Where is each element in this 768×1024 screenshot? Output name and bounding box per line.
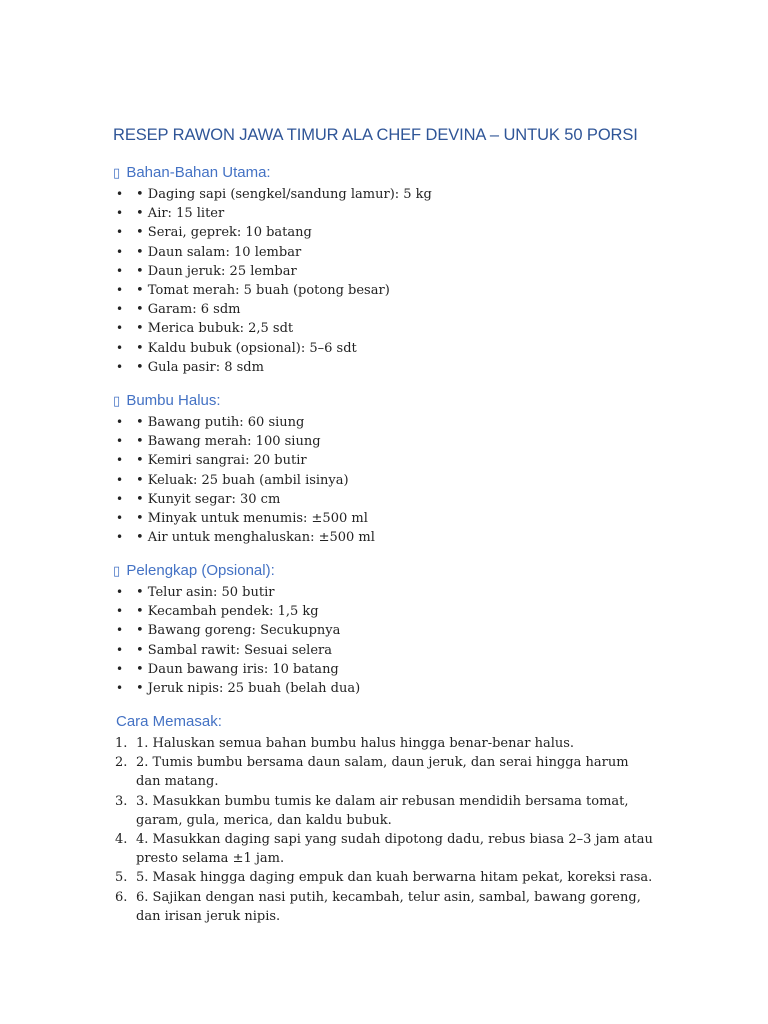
list-item-text: • Tomat merah: 5 buah (potong besar) xyxy=(136,282,390,298)
bullet-icon: • xyxy=(116,642,124,657)
step-text: 3. Masukkan bumbu tumis ke dalam air rebusan mendidih bersama tomat, garam, gula, merica, dan kaldu bubuk. xyxy=(136,793,629,828)
list-item xyxy=(113,358,271,377)
bullet-icon: • xyxy=(116,661,124,676)
list-item xyxy=(113,185,432,204)
bullet-icon: • xyxy=(116,302,124,317)
step-number: 2. xyxy=(115,755,128,771)
cooking-steps-list xyxy=(113,734,656,926)
list-item xyxy=(113,471,349,490)
bullet-icon: • xyxy=(116,206,124,221)
step-item xyxy=(113,734,656,753)
list-item-text: • Keluak: 25 buah (ambil isinya) xyxy=(136,472,349,488)
bullet-icon: • xyxy=(116,244,124,259)
page-title: RESEP RAWON JAWA TIMUR ALA CHEF DEVINA – UNTUK 50 PORSI xyxy=(113,126,638,144)
bullet-icon: • xyxy=(116,340,124,355)
bullet-icon: • xyxy=(116,187,124,201)
step-item xyxy=(113,868,656,887)
section-pelengkap xyxy=(113,560,361,698)
bullet-icon: • xyxy=(116,415,124,429)
bullet-icon: • xyxy=(116,359,124,374)
ingredient-list-pelengkap xyxy=(113,583,361,698)
list-item xyxy=(113,451,307,470)
list-item-text: • Bawang goreng: Secukupnya xyxy=(136,623,341,639)
section-bumbu-halus xyxy=(113,390,375,547)
list-item-text: • Sambal rawit: Sesuai selera xyxy=(136,642,332,658)
list-item-text: • Daun salam: 10 lembar xyxy=(136,244,302,260)
list-item xyxy=(113,641,332,660)
list-item-text: • Daging sapi (sengkel/sandung lamur): 5 kg xyxy=(136,187,432,202)
list-item xyxy=(113,339,357,358)
list-item-text: • Kecambah pendek: 1,5 kg xyxy=(136,604,319,620)
step-text: 4. Masukkan daging sapi yang sudah dipotong dadu, rebus biasa 2–3 jam atau presto selama ±1 jam. xyxy=(136,832,653,867)
step-text: 6. Sajikan dengan nasi putih, kecambah, telur asin, sambal, bawang goreng, dan irisan jeruk nipis. xyxy=(136,889,641,924)
step-text: 2. Tumis bumbu bersama daun salam, daun jeruk, dan serai hingga harum dan matang. xyxy=(136,755,629,790)
bullet-icon: • xyxy=(116,585,124,599)
bullet-icon: • xyxy=(116,282,124,297)
list-item-text: • Kunyit segar: 30 cm xyxy=(136,491,281,507)
list-item xyxy=(113,300,271,319)
step-item xyxy=(113,830,656,868)
list-item-text: • Gula pasir: 8 sdm xyxy=(136,359,264,375)
list-item xyxy=(113,583,275,602)
list-item-text: • Garam: 6 sdm xyxy=(136,302,241,318)
missing-glyph-icon: ▯ xyxy=(113,564,121,579)
bullet-icon: • xyxy=(116,263,124,278)
step-number: 3. xyxy=(115,793,128,809)
bullet-icon: • xyxy=(116,510,124,525)
bullet-icon: • xyxy=(116,530,124,545)
bullet-icon: • xyxy=(116,321,124,336)
list-item-text: • Merica bubuk: 2,5 sdt xyxy=(136,321,294,337)
bullet-icon: • xyxy=(116,491,124,506)
bullet-icon: • xyxy=(116,623,124,638)
section-heading-bumbu-halus xyxy=(113,390,221,412)
list-item-text: • Daun bawang iris: 10 batang xyxy=(136,661,339,677)
list-item xyxy=(113,319,294,338)
section-heading-cara-memasak xyxy=(113,711,656,733)
list-item-text: • Bawang putih: 60 siung xyxy=(136,415,305,430)
step-item xyxy=(113,888,656,926)
step-number: 4. xyxy=(115,832,128,848)
list-item-text: • Jeruk nipis: 25 buah (belah dua) xyxy=(136,680,361,696)
step-item xyxy=(113,753,656,791)
list-item-text: • Kemiri sangrai: 20 butir xyxy=(136,453,307,469)
list-item-text: • Kaldu bubuk (opsional): 5–6 sdt xyxy=(136,340,357,356)
section-heading-label: Cara Memasak: xyxy=(116,713,222,730)
list-item xyxy=(113,490,281,509)
list-item xyxy=(113,621,341,640)
list-item-text: • Air untuk menghaluskan: ±500 ml xyxy=(136,530,375,546)
step-number: 5. xyxy=(115,870,128,886)
ingredient-list-bumbu-halus xyxy=(113,413,375,547)
ingredient-list-bahan-utama xyxy=(113,185,432,377)
list-item xyxy=(113,204,271,223)
list-item xyxy=(113,413,305,432)
step-number: 1. xyxy=(115,736,128,751)
list-item xyxy=(113,679,361,698)
list-item xyxy=(113,509,368,528)
step-item xyxy=(113,792,656,830)
list-item-text: • Bawang merah: 100 siung xyxy=(136,434,321,450)
section-heading-bahan-utama xyxy=(113,162,271,184)
list-item xyxy=(113,432,321,451)
bullet-icon: • xyxy=(116,472,124,487)
list-item-text: • Minyak untuk menumis: ±500 ml xyxy=(136,510,368,526)
list-item-text: • Serai, geprek: 10 batang xyxy=(136,225,312,241)
bullet-icon: • xyxy=(116,434,124,449)
step-text: 1. Haluskan semua bahan bumbu halus hingga benar-benar halus. xyxy=(136,736,575,751)
list-item xyxy=(113,660,339,679)
bullet-icon: • xyxy=(116,604,124,619)
list-item xyxy=(113,243,302,262)
step-number: 6. xyxy=(115,889,128,905)
section-heading-label: Bumbu Halus: xyxy=(126,392,221,409)
list-item-text: • Telur asin: 50 butir xyxy=(136,585,275,600)
bullet-icon: • xyxy=(116,225,124,240)
list-item-text: • Air: 15 liter xyxy=(136,206,225,222)
section-bahan-utama xyxy=(113,162,432,377)
list-item xyxy=(113,262,297,281)
missing-glyph-icon: ▯ xyxy=(113,394,121,409)
list-item-text: • Daun jeruk: 25 lembar xyxy=(136,263,297,279)
section-heading-label: Pelengkap (Opsional): xyxy=(126,562,275,579)
section-cara-memasak xyxy=(113,711,656,926)
list-item xyxy=(113,281,390,300)
list-item xyxy=(113,223,312,242)
bullet-icon: • xyxy=(116,453,124,468)
list-item xyxy=(113,528,375,547)
missing-glyph-icon: ▯ xyxy=(113,166,121,181)
step-text: 5. Masak hingga daging empuk dan kuah berwarna hitam pekat, koreksi rasa. xyxy=(136,870,653,886)
section-heading-label: Bahan-Bahan Utama: xyxy=(126,164,271,181)
bullet-icon: • xyxy=(116,680,124,695)
list-item xyxy=(113,602,319,621)
section-heading-pelengkap xyxy=(113,560,275,582)
